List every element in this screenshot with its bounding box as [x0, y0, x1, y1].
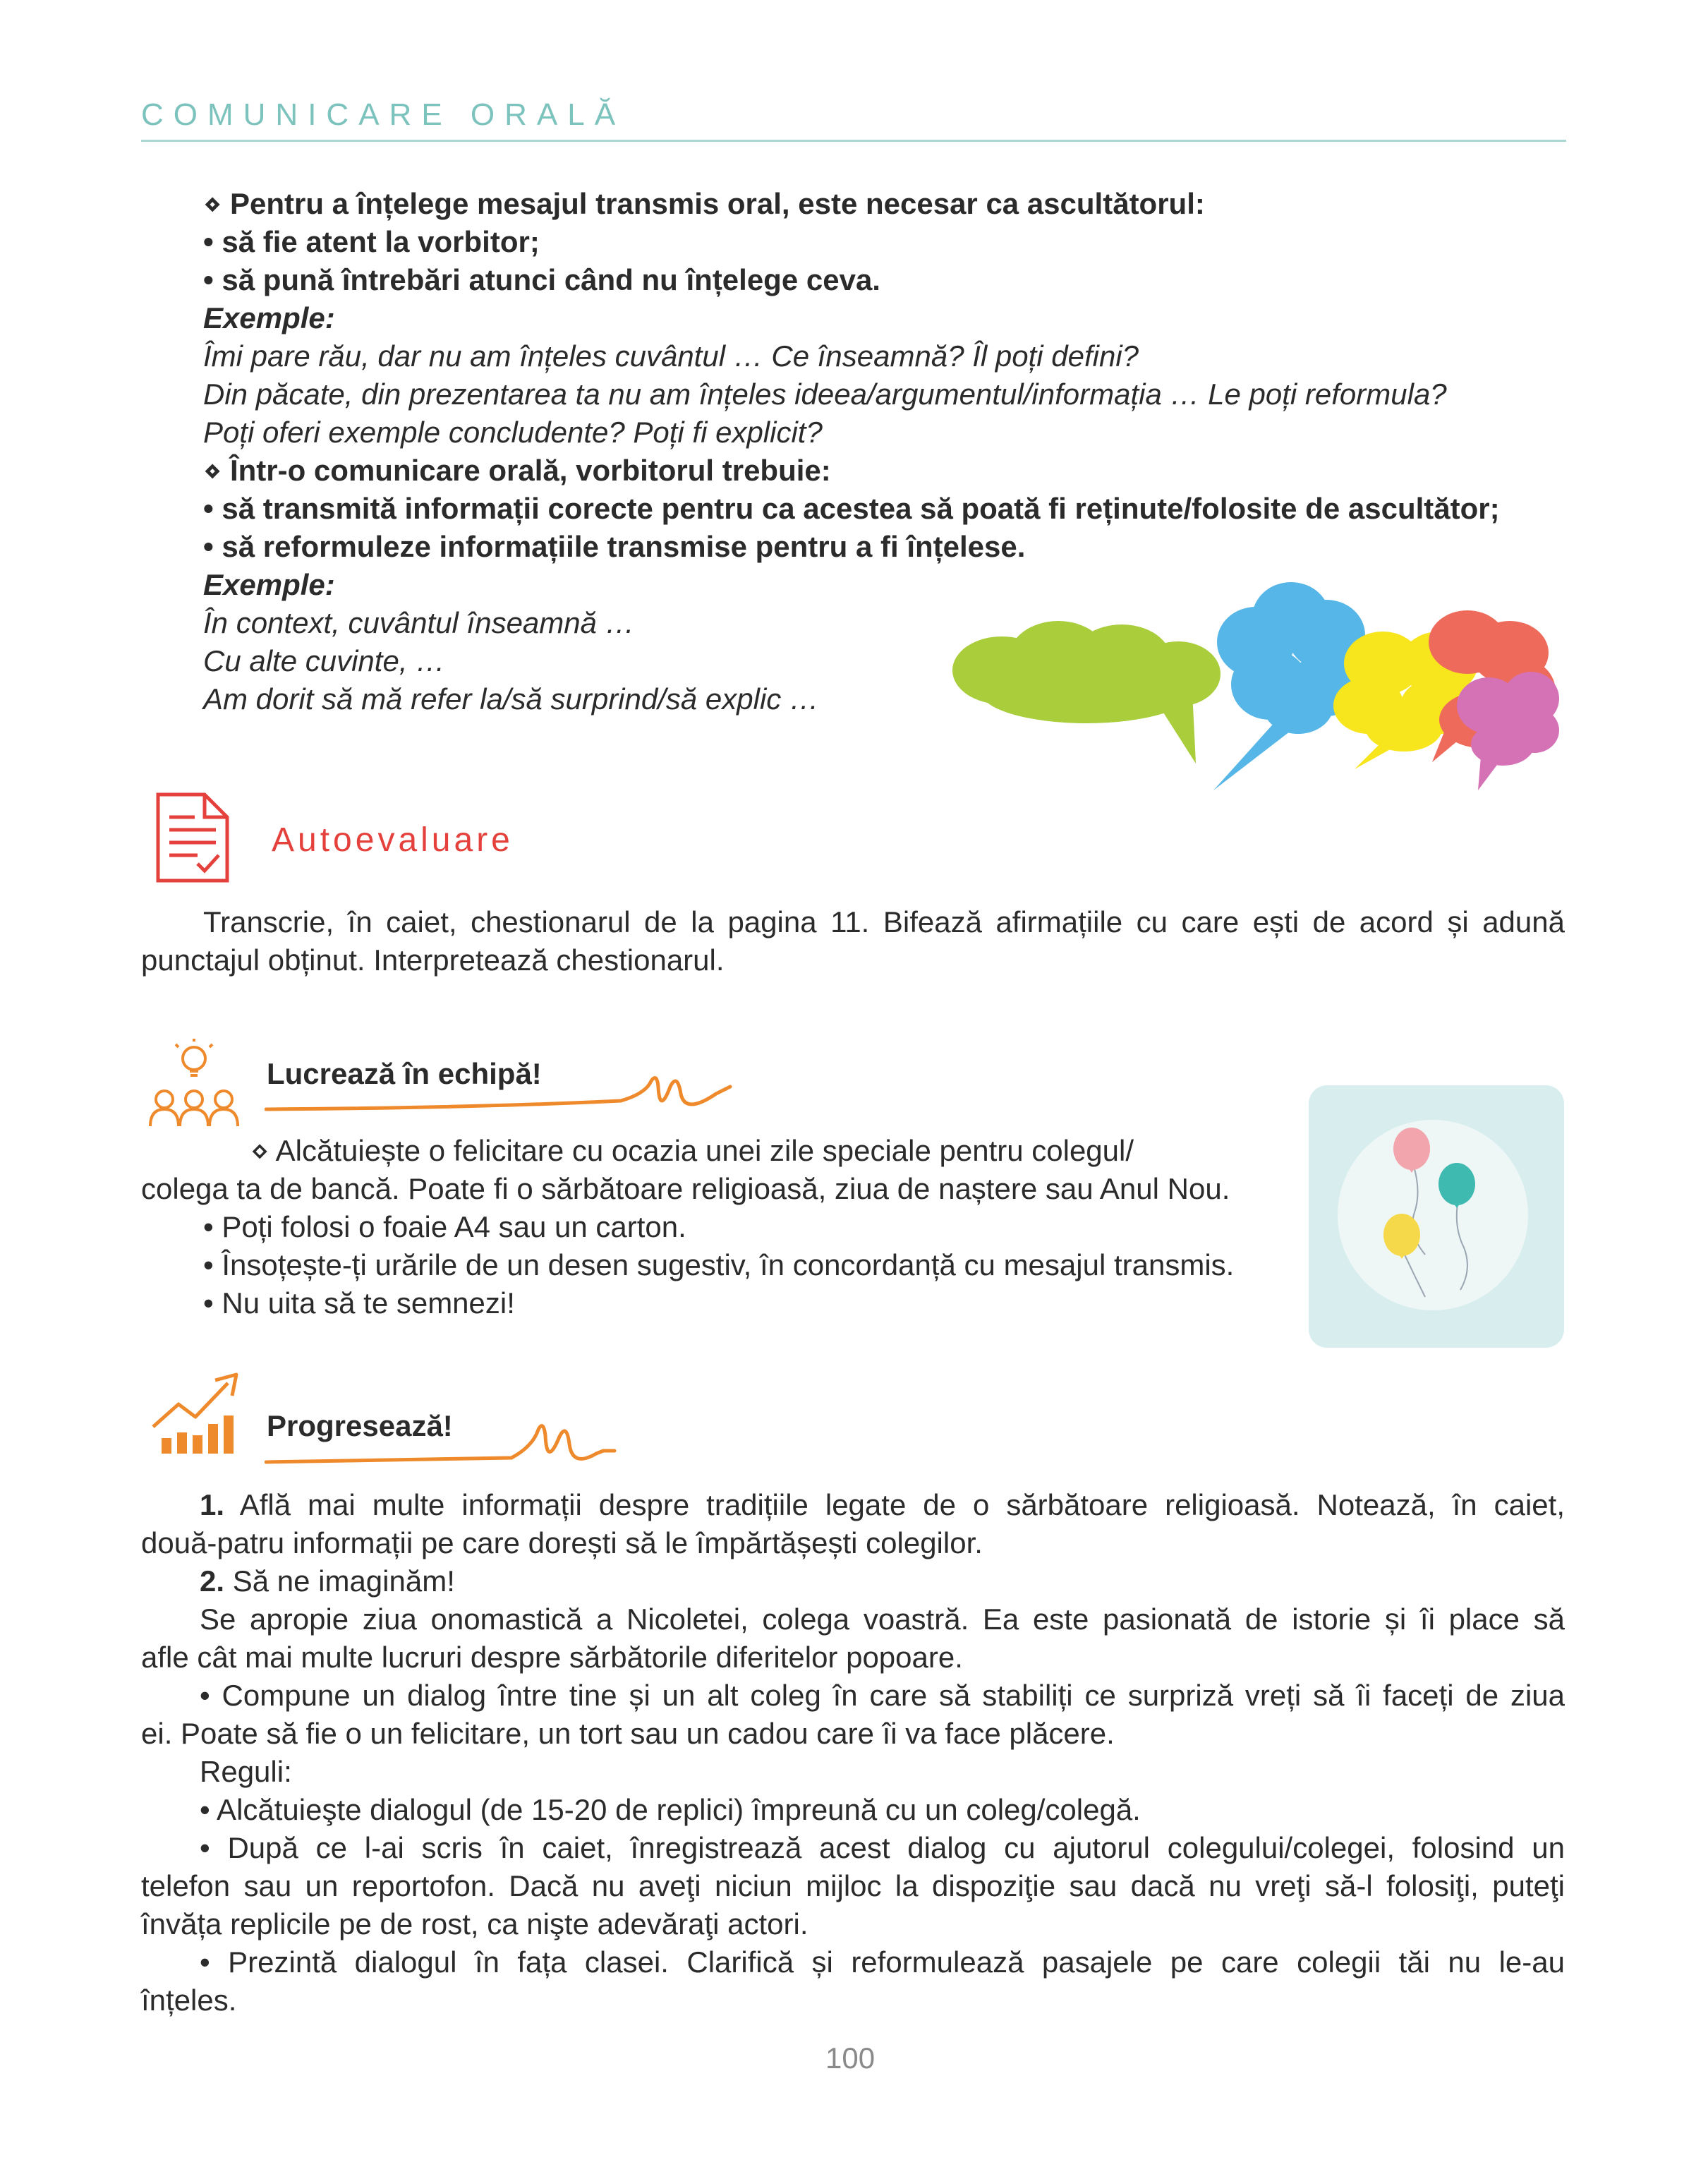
team-idea-icon	[145, 1039, 243, 1130]
item1-text: Află mai multe informații despre tradițiile legate de o sărbătoare religioasă. Notează, în caiet,	[239, 1488, 1565, 1521]
section-header: COMUNICARE ORALĂ	[141, 97, 626, 132]
item2-title: Să ne imaginăm!	[232, 1564, 455, 1598]
diamond-bullet-icon: ⋄	[203, 454, 230, 487]
autoevaluare-line: Transcrie, în caiet, chestionarul de la pagina 11. Bifează afirmațiile cu care ești de acord și adună	[203, 905, 1565, 938]
item1-line: două-patru informații pe care dorești să le împărtășești colegilor.	[141, 1526, 983, 1559]
example-line: În context, cuvântul înseamnă …	[203, 606, 635, 639]
page-number: 100	[825, 2041, 876, 2075]
item2-line	[200, 1562, 455, 1600]
balloons-illustration	[1309, 1085, 1564, 1348]
examples-label: Exemple:	[203, 301, 335, 334]
echipa-bullet: • Nu uita să te semnezi!	[203, 1286, 515, 1320]
body-line: • Compune un dialog între tine și un alt coleg în care să stabiliți ce surpriză vreți să îi faceți de ziua	[200, 1679, 1565, 1712]
examples-label: Exemple:	[203, 568, 335, 601]
speaking-bullet: • să reformuleze informațiile transmise pentru a fi înțelese.	[203, 530, 1026, 563]
body-line: afle cât mai multe lucruri despre sărbătorile diferitelor popoare.	[141, 1641, 963, 1674]
echipa-bullet: • Poți folosi o foaie A4 sau un carton.	[203, 1210, 686, 1243]
echipa-task	[250, 1132, 1277, 1170]
speaking-bullet: • să transmită informații corecte pentru ca acestea să poată fi reținute/folosite de ascultător;	[203, 492, 1500, 525]
speech-bubbles-illustration	[945, 579, 1559, 797]
speaking-intro	[203, 452, 831, 490]
orange-squiggle-underline	[265, 1073, 737, 1122]
body-line: ei. Poate să fie o un felicitare, un tort sau un cadou care îi va face plăcere.	[141, 1717, 1115, 1750]
balloons-card	[1309, 1085, 1564, 1348]
echipa-bullet: • Însoțește-ți urările de un desen sugestiv, în concordanță cu mesajul transmis.	[203, 1248, 1235, 1281]
echipa-line: Alcătuiește o felicitare cu ocazia unei zile speciale pentru colegul/	[275, 1134, 1134, 1167]
item2-number: 2.	[200, 1564, 225, 1598]
example-line: Poți oferi exemple concludente? Poți fi explicit?	[203, 416, 823, 449]
document-check-icon	[154, 790, 233, 886]
rule-line: • Prezintă dialogul în fața clasei. Clarifică și reformulează pasajele pe care colegii tăi nu le-au	[200, 1945, 1565, 1979]
growth-chart-icon	[150, 1368, 246, 1456]
autoevaluare-title: Autoevaluare	[272, 821, 514, 859]
rules-label: Reguli:	[200, 1755, 292, 1788]
echipa-title: Lucrează în echipă!	[267, 1057, 542, 1090]
echipa-line: colega ta de bancă. Poate fi o sărbătoare religioasă, ziua de naștere sau Anul Nou.	[141, 1172, 1230, 1205]
autoevaluare-line: punctajul obținut. Interpretează chestionarul.	[141, 943, 725, 977]
rule-line: • Alcătuieşte dialogul (de 15-20 de replici) împreună cu un coleg/colegă.	[200, 1793, 1141, 1826]
item1-number: 1.	[200, 1488, 225, 1521]
orange-squiggle-underline	[265, 1418, 617, 1475]
header-divider	[141, 140, 1566, 142]
listening-intro	[203, 185, 1205, 223]
rule-line: telefon sau un reportofon. Dacă nu aveţi niciun mijloc la dispoziţie sau dacă nu vreţi să-l folosiţi, puteţi	[141, 1869, 1565, 1902]
diamond-bullet-icon: ⋄	[203, 187, 230, 220]
example-line: Cu alte cuvinte, …	[203, 644, 446, 677]
rule-line: învăța replicile pe de rost, ca nişte adevăraţi actori.	[141, 1907, 808, 1940]
example-line: Am dorit să mă refer la/să surprind/să explic …	[203, 682, 819, 716]
progreseaza-title: Progresează!	[267, 1409, 453, 1442]
listening-bullet: • să pună întrebări atunci când nu înțelege ceva.	[203, 263, 880, 296]
listening-bullet: • să fie atent la vorbitor;	[203, 225, 540, 258]
example-line: Îmi pare rău, dar nu am înțeles cuvântul … Ce înseamnă? Îl poți defini?	[203, 339, 1139, 373]
diamond-bullet-icon: ⋄	[250, 1134, 276, 1167]
rule-line: înțeles.	[141, 1984, 237, 2017]
rule-line: • După ce l-ai scris în caiet, înregistrează acest dialog cu ajutorul colegului/colegei, folosind un	[200, 1831, 1565, 1864]
listening-intro-text: Pentru a înțelege mesajul transmis oral, este necesar ca ascultătorul:	[229, 187, 1205, 220]
body-line: Se apropie ziua onomastică a Nicoletei, colega voastră. Ea este pasionată de istorie și îi place să	[200, 1602, 1565, 1636]
speaking-intro-text: Într-o comunicare orală, vorbitorul trebuie:	[229, 454, 831, 487]
item1-line	[141, 1486, 1565, 1524]
example-line: Din păcate, din prezentarea ta nu am înțeles ideea/argumentul/informația … Le poți reformula?	[203, 378, 1447, 411]
